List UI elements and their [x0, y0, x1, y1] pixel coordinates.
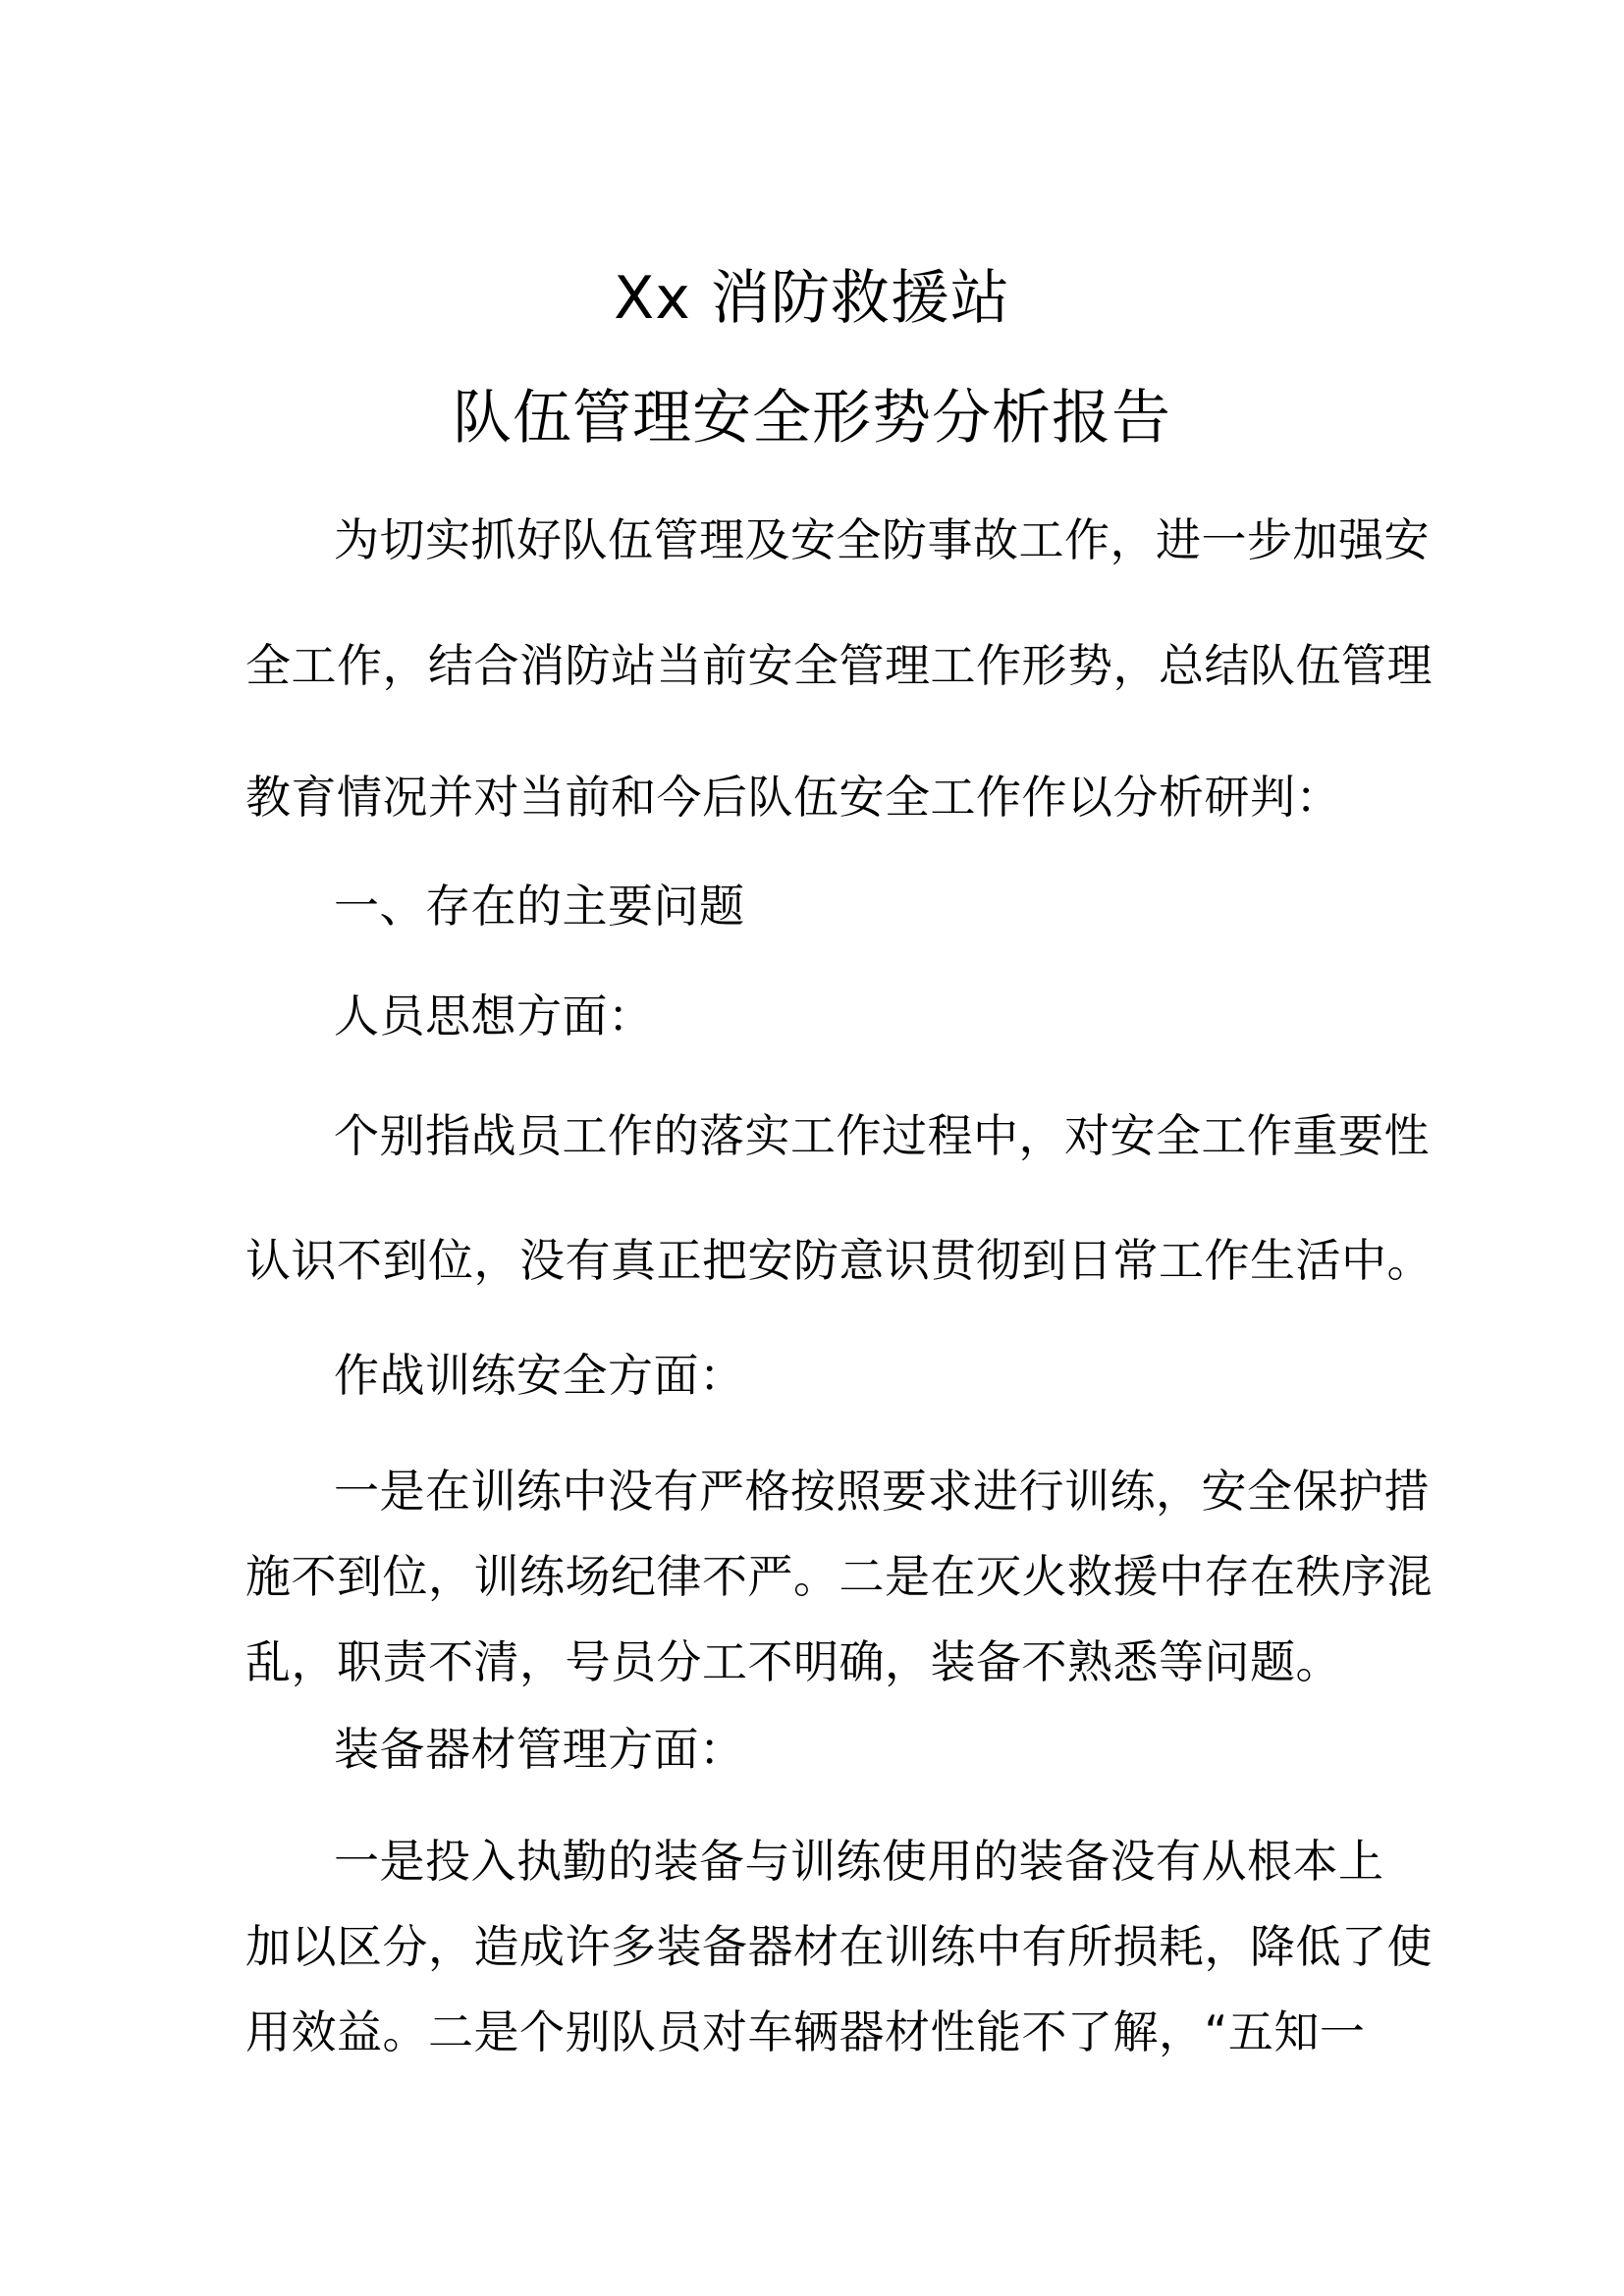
section1-heading: 一、存在的主要问题	[334, 880, 745, 933]
training-para-line-1: 一是在训练中没有严格按照要求进行训练，安全保护措	[334, 1465, 1430, 1518]
intro-line-3: 教育情况并对当前和今后队伍安全工作作以分析研判：	[245, 771, 1341, 824]
thought-heading: 人员思想方面：	[334, 989, 654, 1042]
equipment-heading: 装备器材管理方面：	[334, 1723, 745, 1776]
equipment-para-line-3: 用效益。二是个别队员对车辆器材性能不了解，“五知一	[245, 2005, 1366, 2058]
training-para-line-3: 乱，职责不清，号员分工不明确，装备不熟悉等问题。	[245, 1635, 1341, 1688]
equipment-para-line-1: 一是投入执勤的装备与训练使用的装备没有从根本上	[334, 1835, 1384, 1888]
thought-para-line-2: 认识不到位，没有真正把安防意识贯彻到日常工作生活中。	[245, 1234, 1433, 1287]
title-line-1: Xx 消防救援站	[614, 264, 1010, 333]
intro-line-1: 为切实抓好队伍管理及安全防事故工作，进一步加强安	[334, 513, 1430, 566]
training-para-line-2: 施不到位，训练场纪律不严。二是在灭火救援中存在秩序混	[245, 1550, 1433, 1603]
intro-line-2: 全工作，结合消防站当前安全管理工作形势，总结队伍管理	[245, 639, 1433, 692]
training-heading: 作战训练安全方面：	[334, 1349, 745, 1402]
title-line-2: 队伍管理安全形势分析报告	[453, 384, 1171, 453]
thought-para-line-1: 个别指战员工作的落实工作过程中，对安全工作重要性	[334, 1109, 1430, 1162]
equipment-para-line-2: 加以区分，造成许多装备器材在训练中有所损耗，降低了使	[245, 1920, 1433, 1973]
